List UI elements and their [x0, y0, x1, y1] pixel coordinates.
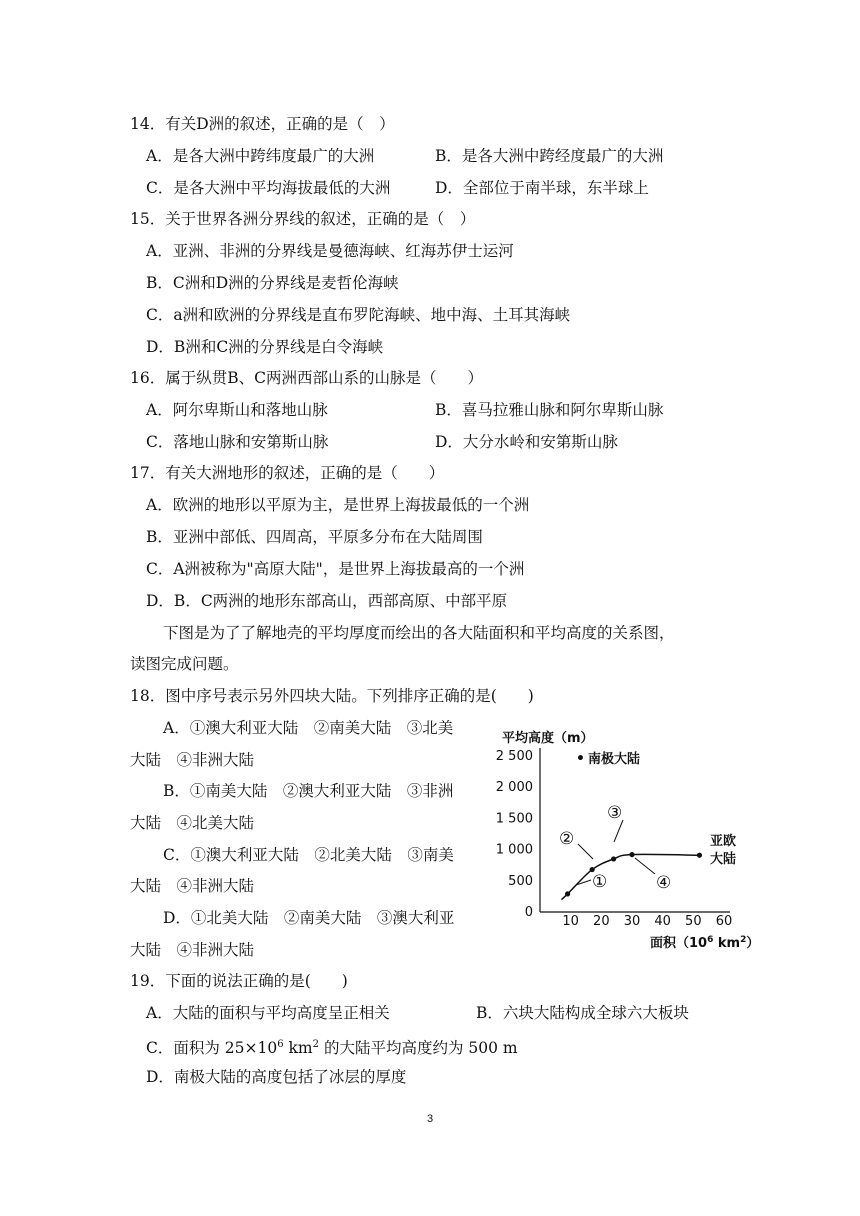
q18-stem: 18．图中序号表示另外四块大陆。下列排序正确的是( ): [130, 687, 534, 705]
point-3-label: ③: [607, 803, 623, 823]
eurasia-label-line2: 大陆: [710, 852, 737, 867]
eurasia-label-line1: 亚欧: [710, 834, 737, 849]
x-tick-label: 40: [654, 914, 671, 929]
point-3-leader: [614, 820, 623, 842]
y-tick-label: 1 000: [495, 842, 533, 858]
antarctica-dot: •: [576, 751, 585, 767]
point-2-leader: [578, 844, 593, 859]
q18-option-c-line2: 大陆 ④非洲大陆: [130, 877, 255, 895]
q15-option-d: D．B洲和C洲的分界线是白令海峡: [146, 338, 384, 356]
y-tick-label: 500: [508, 873, 533, 889]
q17-option-d: D．B．C两洲的地形东部高山，西部高原、中部平原: [146, 592, 508, 610]
q19-option-c-sup-1: 6: [277, 1039, 284, 1050]
x-tick-label: 20: [593, 914, 610, 929]
x-tick-label: 60: [715, 914, 733, 929]
data-point: [629, 852, 634, 857]
point-2-label: ②: [559, 829, 575, 849]
q15-option-b: B．C洲和D洲的分界线是麦哲伦海峡: [146, 274, 399, 292]
q15-stem: 15．关于世界各洲分界线的叙述，正确的是（ ）: [130, 210, 476, 228]
x-tick-label: 50: [685, 914, 702, 929]
q18-option-d-line2: 大陆 ④非洲大陆: [130, 941, 255, 959]
q14-option-c: C．是各大洲中平均海拔最低的大洲: [146, 179, 391, 197]
q17-option-a: A．欧洲的地形以平原为主，是世界上海拔最低的一个洲: [146, 496, 530, 514]
area-height-chart: [490, 718, 780, 958]
q14-option-d: D．全部位于南半球，东半球上: [435, 179, 649, 197]
intro-line-2: 读图完成问题。: [130, 655, 239, 673]
point-1-label: ①: [592, 872, 608, 892]
q18-option-a-line1: A．①澳大利亚大陆 ②南美大陆 ③北美: [163, 719, 454, 737]
chart-ylabel: 平均高度（m）: [502, 731, 594, 746]
y-tick-label: 2 500: [495, 749, 533, 764]
y-tick-label: 0: [524, 905, 533, 920]
q18-option-b-line2: 大陆 ④北美大陆: [130, 814, 255, 832]
x-tick-label: 10: [562, 914, 579, 929]
q16-option-d: D．大分水岭和安第斯山脉: [435, 433, 618, 451]
data-point: [565, 891, 570, 896]
antarctica-label: 南极大陆: [588, 752, 641, 767]
q19-option-c-text-2: km: [283, 1039, 313, 1058]
q19-option-c: [146, 1034, 518, 1059]
x-tick-label: 30: [623, 914, 641, 929]
page-number: 3: [426, 1113, 434, 1125]
q14-option-b: B．是各大洲中跨经度最广的大洲: [435, 147, 664, 165]
q18-option-b-line1: B．①南美大陆 ②澳大利亚大陆 ③非洲: [163, 782, 454, 800]
q17-option-c: C．A洲被称为"高原大陆"，是世界上海拔最高的一个洲: [146, 560, 525, 578]
q19-option-d: D．南极大陆的高度包括了冰层的厚度: [146, 1068, 407, 1086]
y-tick-label: 2 000: [495, 780, 533, 796]
data-point: [611, 856, 616, 861]
q16-stem: 16．属于纵贯B、C两洲西部山系的山脉是（ ）: [130, 369, 483, 387]
q16-option-b: B．喜马拉雅山脉和阿尔卑斯山脉: [435, 401, 664, 419]
q18-option-a-line2: 大陆 ④非洲大陆: [130, 751, 255, 769]
q19-stem: 19．下面的说法正确的是( ): [130, 972, 348, 990]
q19-option-c-sup-2: 2: [312, 1039, 320, 1050]
point-4-leader: [635, 858, 655, 874]
q15-option-c: C．a洲和欧洲的分界线是直布罗陀海峡、地中海、土耳其海峡: [146, 306, 571, 324]
q19-option-a: A．大陆的面积与平均高度呈正相关: [146, 1004, 390, 1022]
q19-option-b: B．六块大陆构成全球六大板块: [476, 1004, 689, 1022]
q17-stem: 17．有关大洲地形的叙述，正确的是（ ）: [130, 464, 445, 482]
q16-option-c: C．落地山脉和安第斯山脉: [146, 433, 329, 451]
y-tick-label: 1 500: [495, 811, 533, 827]
point-4-label: ④: [656, 873, 672, 893]
data-point: [697, 853, 702, 858]
q19-option-c-text-1: C．面积为 25×10: [146, 1039, 278, 1058]
intro-line-1: 下图是为了了解地壳的平均厚度而绘出的各大陆面积和平均高度的关系图，: [163, 624, 675, 642]
q19-option-c-text-3: 的大陆平均高度约为 500 m: [319, 1039, 518, 1058]
q14-stem: 14．有关D洲的叙述，正确的是（ ）: [130, 115, 395, 133]
q16-option-a: A．阿尔卑斯山和落地山脉: [146, 401, 328, 419]
q18-option-c-line1: C．①澳大利亚大陆 ②北美大陆 ③南美: [163, 846, 454, 864]
chart-xlabel: 面积（$10^6$ $km^2$）: [650, 935, 760, 951]
q14-option-a: A．是各大洲中跨纬度最广的大洲: [146, 147, 375, 165]
q17-option-b: B．亚洲中部低、四周高，平原多分布在大陆周围: [146, 528, 483, 546]
area-height-curve: [561, 854, 699, 899]
q15-option-a: A．亚洲、非洲的分界线是曼德海峡、红海苏伊士运河: [146, 242, 514, 260]
q18-option-d-line1: D．①北美大陆 ②南美大陆 ③澳大利亚: [163, 909, 455, 927]
